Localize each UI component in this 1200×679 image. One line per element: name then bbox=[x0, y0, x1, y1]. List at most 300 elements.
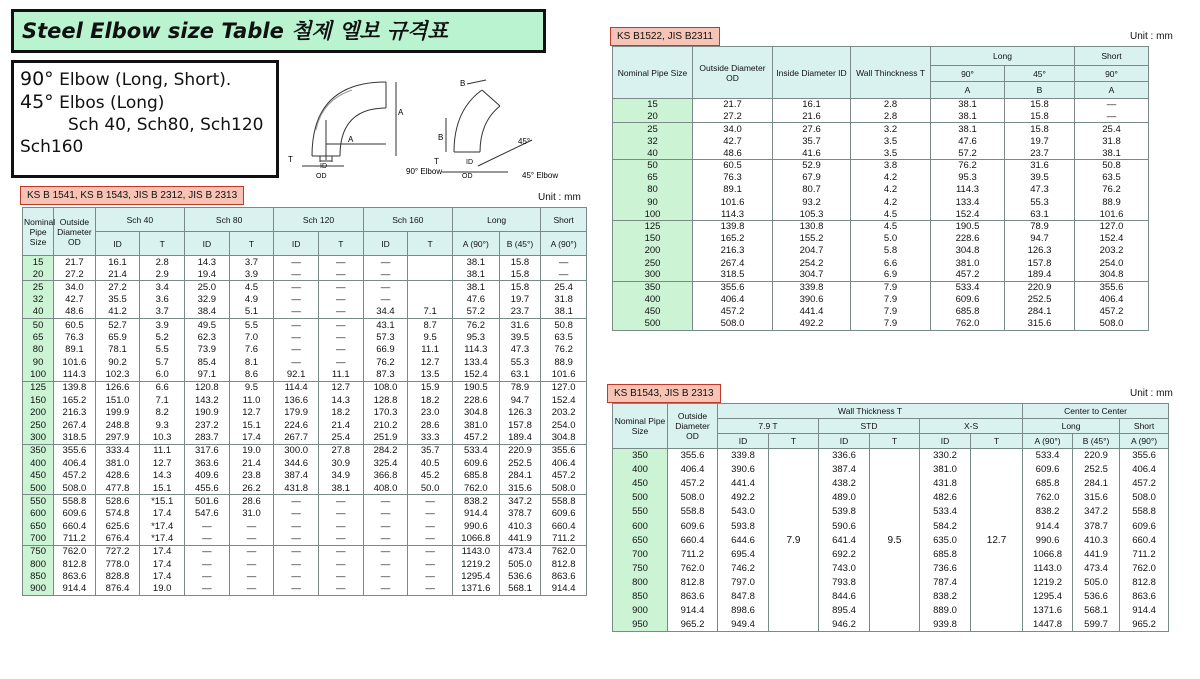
nps-cell: 15 bbox=[613, 99, 693, 111]
table-cell: 60.5 bbox=[693, 159, 773, 171]
nps-cell: 40 bbox=[613, 147, 693, 159]
table-cell: 12.7 bbox=[140, 457, 185, 470]
t2-head-90: 90° bbox=[931, 66, 1005, 82]
table-cell: 25.4 bbox=[541, 281, 587, 294]
table-cell: 78.1 bbox=[95, 344, 140, 357]
nps-cell: 100 bbox=[23, 369, 54, 382]
t2-head-id: Inside Diameter ID bbox=[773, 47, 851, 99]
table-row bbox=[613, 147, 1149, 159]
table-cell: 508.0 bbox=[668, 491, 718, 505]
table-cell: 21.7 bbox=[54, 256, 96, 269]
table-cell: 3.5 bbox=[851, 135, 931, 147]
table-cell: 43.1 bbox=[363, 318, 408, 331]
nps-cell: 100 bbox=[613, 208, 693, 220]
table-cell: — bbox=[229, 545, 274, 558]
t2-head-wall: Wall Thinckness T bbox=[851, 47, 931, 99]
label-b-top: B bbox=[460, 79, 466, 88]
table-cell: 17.4 bbox=[140, 507, 185, 520]
table-row bbox=[23, 281, 587, 294]
table-cell: 965.2 bbox=[668, 618, 718, 632]
t1-head-t: T bbox=[408, 232, 453, 256]
table-cell: 11.1 bbox=[318, 369, 363, 382]
table-cell: 284.1 bbox=[499, 470, 541, 483]
table1 bbox=[22, 207, 587, 596]
nps-cell: 450 bbox=[23, 470, 54, 483]
table-cell: 88.9 bbox=[541, 356, 587, 369]
table-cell: — bbox=[541, 268, 587, 281]
t1-head-short: Short bbox=[541, 208, 587, 232]
table-cell: 457.2 bbox=[54, 470, 96, 483]
table-cell: 15.8 bbox=[1005, 99, 1075, 111]
table-cell: 7.9 bbox=[851, 306, 931, 318]
table-cell: 477.8 bbox=[95, 482, 140, 495]
table-cell: — bbox=[363, 570, 408, 583]
table-cell: — bbox=[185, 558, 230, 571]
table-cell: 252.5 bbox=[1073, 463, 1120, 477]
table-cell: 660.4 bbox=[1120, 533, 1169, 547]
table-cell: 27.2 bbox=[54, 268, 96, 281]
table-cell: 31.8 bbox=[541, 293, 587, 306]
table-cell: 457.2 bbox=[541, 470, 587, 483]
table-cell: 114.4 bbox=[274, 381, 319, 394]
table-cell: 252.5 bbox=[499, 457, 541, 470]
table-cell: 547.6 bbox=[185, 507, 230, 520]
table-cell: 57.3 bbox=[363, 331, 408, 344]
table-cell: 48.6 bbox=[54, 306, 96, 319]
table-cell: 441.4 bbox=[773, 306, 851, 318]
table-cell: 85.4 bbox=[185, 356, 230, 369]
t1-head-long: Long bbox=[452, 208, 540, 232]
table-cell: 157.8 bbox=[499, 419, 541, 432]
table-cell: 4.5 bbox=[229, 281, 274, 294]
table-cell: 489.0 bbox=[819, 491, 870, 505]
table-cell: 248.8 bbox=[95, 419, 140, 432]
table-cell: 19.7 bbox=[1005, 135, 1075, 147]
table-row bbox=[613, 196, 1149, 208]
table-cell: 410.3 bbox=[499, 520, 541, 533]
table-row bbox=[613, 159, 1149, 171]
table-cell: 15.8 bbox=[499, 281, 541, 294]
table-cell: — bbox=[408, 570, 453, 583]
table-cell: — bbox=[363, 495, 408, 508]
table-cell: 711.2 bbox=[1120, 547, 1169, 561]
table-cell: 267.4 bbox=[693, 257, 773, 269]
caption-elbow-90: 90° Elbow bbox=[406, 167, 443, 176]
t2-head-a: A bbox=[1075, 82, 1149, 99]
table-cell: 1295.4 bbox=[1023, 589, 1073, 603]
table-cell: 847.8 bbox=[718, 589, 769, 603]
table-cell: 508.0 bbox=[541, 482, 587, 495]
table-row bbox=[613, 99, 1149, 111]
table-cell: 89.1 bbox=[54, 344, 96, 357]
table-cell: 76.3 bbox=[54, 331, 96, 344]
table-cell: 609.6 bbox=[1023, 463, 1073, 477]
table-cell: — bbox=[274, 545, 319, 558]
table-cell: 190.5 bbox=[931, 220, 1005, 232]
table-cell: — bbox=[363, 293, 408, 306]
nps-cell: 800 bbox=[23, 558, 54, 571]
table-cell: 267.7 bbox=[274, 432, 319, 445]
table-cell: 812.8 bbox=[1120, 575, 1169, 589]
table-cell: 914.4 bbox=[541, 583, 587, 596]
t2-head-b: B bbox=[1005, 82, 1075, 99]
table-cell: 797.0 bbox=[718, 575, 769, 589]
t3-head-id: ID bbox=[920, 434, 971, 449]
nps-cell: 50 bbox=[23, 318, 54, 331]
table-cell: 501.6 bbox=[185, 495, 230, 508]
table-cell: 965.2 bbox=[1120, 618, 1169, 632]
nps-cell: 90 bbox=[23, 356, 54, 369]
table-cell: 406.4 bbox=[54, 457, 96, 470]
table-cell: 102.3 bbox=[95, 369, 140, 382]
description-line-2 bbox=[20, 91, 270, 114]
table-row bbox=[23, 495, 587, 508]
label-b-side: B bbox=[438, 133, 444, 142]
table-cell: 9.3 bbox=[140, 419, 185, 432]
label-id: ID bbox=[320, 163, 327, 170]
table-cell: 47.6 bbox=[452, 293, 499, 306]
table-cell: 12.7 bbox=[408, 356, 453, 369]
table-cell: 189.4 bbox=[1005, 269, 1075, 281]
table-cell: 558.8 bbox=[541, 495, 587, 508]
t3-head-od: Outside Diameter OD bbox=[668, 404, 718, 449]
table-cell: 60.5 bbox=[54, 318, 96, 331]
table-cell: 39.5 bbox=[1005, 172, 1075, 184]
table-cell: 93.2 bbox=[773, 196, 851, 208]
table-cell: 558.8 bbox=[668, 505, 718, 519]
table-row bbox=[23, 381, 587, 394]
table-cell: — bbox=[274, 306, 319, 319]
table-cell: 63.5 bbox=[541, 331, 587, 344]
table-cell: — bbox=[408, 558, 453, 571]
nps-cell: 20 bbox=[23, 268, 54, 281]
table-cell: — bbox=[408, 507, 453, 520]
table-cell: 284.2 bbox=[363, 444, 408, 457]
table-cell: 34.9 bbox=[318, 470, 363, 483]
table-cell: 5.8 bbox=[851, 245, 931, 257]
table-cell: 31.6 bbox=[1005, 159, 1075, 171]
table-cell: 38.1 bbox=[452, 281, 499, 294]
table-cell: 593.8 bbox=[718, 519, 769, 533]
nps-cell: 750 bbox=[613, 561, 668, 575]
table-cell: — bbox=[274, 331, 319, 344]
table-cell: 1295.4 bbox=[452, 570, 499, 583]
table-cell: 87.3 bbox=[363, 369, 408, 382]
table-cell: — bbox=[363, 558, 408, 571]
table-cell: 101.6 bbox=[1075, 208, 1149, 220]
table-cell: 946.2 bbox=[819, 618, 870, 632]
table-cell: 170.3 bbox=[363, 407, 408, 420]
table2-body bbox=[613, 99, 1149, 331]
table-cell: 11.1 bbox=[408, 344, 453, 357]
table-row bbox=[23, 293, 587, 306]
table-cell: 63.5 bbox=[1075, 172, 1149, 184]
table-cell: 52.9 bbox=[773, 159, 851, 171]
table-cell: 3.9 bbox=[229, 268, 274, 281]
table-cell: 50.8 bbox=[541, 318, 587, 331]
table-cell: 812.8 bbox=[668, 575, 718, 589]
table-cell: 914.4 bbox=[54, 583, 96, 596]
table-cell: 48.6 bbox=[693, 147, 773, 159]
table-cell: 685.8 bbox=[931, 306, 1005, 318]
table-cell: 5.5 bbox=[229, 318, 274, 331]
table-cell: 543.0 bbox=[718, 505, 769, 519]
table-cell: 533.4 bbox=[920, 505, 971, 519]
nps-cell: 250 bbox=[613, 257, 693, 269]
table-cell: 130.8 bbox=[773, 220, 851, 232]
table-cell: 844.6 bbox=[819, 589, 870, 603]
table-cell: 19.4 bbox=[185, 268, 230, 281]
table-cell: — bbox=[274, 520, 319, 533]
table-cell: — bbox=[274, 507, 319, 520]
table-cell: 838.2 bbox=[920, 589, 971, 603]
table-cell: 457.2 bbox=[452, 432, 499, 445]
table-cell: 108.0 bbox=[363, 381, 408, 394]
table-cell: 8.2 bbox=[140, 407, 185, 420]
table-cell: 254.2 bbox=[773, 257, 851, 269]
t3-head-a90: A (90°) bbox=[1120, 434, 1169, 449]
table-cell: 14.3 bbox=[318, 394, 363, 407]
table-cell: 711.2 bbox=[668, 547, 718, 561]
nps-cell: 20 bbox=[613, 111, 693, 123]
table-cell bbox=[408, 256, 453, 269]
table-cell: 19.7 bbox=[499, 293, 541, 306]
table-cell: 838.2 bbox=[452, 495, 499, 508]
table-cell: 19.0 bbox=[140, 583, 185, 596]
table-cell: 609.6 bbox=[1120, 519, 1169, 533]
table-cell: 89.1 bbox=[693, 184, 773, 196]
nps-cell: 800 bbox=[613, 575, 668, 589]
nps-cell: 25 bbox=[613, 123, 693, 135]
table-cell: 76.2 bbox=[1075, 184, 1149, 196]
table-cell: 505.0 bbox=[1073, 575, 1120, 589]
t1-head-od: Outside Diameter OD bbox=[54, 208, 96, 256]
table-cell: 568.1 bbox=[499, 583, 541, 596]
table-cell: 152.4 bbox=[931, 208, 1005, 220]
table-cell: *15.1 bbox=[140, 495, 185, 508]
merged-t-cell: 12.7 bbox=[971, 449, 1023, 632]
table-cell: 126.6 bbox=[95, 381, 140, 394]
table-cell: 5.0 bbox=[851, 233, 931, 245]
nps-cell: 350 bbox=[23, 444, 54, 457]
table-cell: 32.9 bbox=[185, 293, 230, 306]
table-cell: 408.0 bbox=[363, 482, 408, 495]
table2 bbox=[612, 46, 1149, 331]
table-cell: 152.4 bbox=[452, 369, 499, 382]
table-row bbox=[613, 318, 1149, 330]
table-cell: 52.7 bbox=[95, 318, 140, 331]
table-cell: 441.4 bbox=[718, 477, 769, 491]
table-cell: 7.9 bbox=[851, 281, 931, 293]
table-cell: 204.7 bbox=[773, 245, 851, 257]
table-cell: 762.0 bbox=[1120, 561, 1169, 575]
table-cell: 355.6 bbox=[1120, 449, 1169, 463]
nps-cell: 550 bbox=[613, 505, 668, 519]
table-cell: 95.3 bbox=[452, 331, 499, 344]
table-cell: 318.5 bbox=[54, 432, 96, 445]
table-cell: 21.6 bbox=[773, 111, 851, 123]
table-cell: 30.9 bbox=[318, 457, 363, 470]
table-row bbox=[23, 470, 587, 483]
table-cell: 128.8 bbox=[363, 394, 408, 407]
table-cell: 16.1 bbox=[773, 99, 851, 111]
t3-head-std: STD bbox=[819, 419, 920, 434]
table-cell: 126.3 bbox=[1005, 245, 1075, 257]
table-cell: 21.4 bbox=[318, 419, 363, 432]
table-cell: 114.3 bbox=[452, 344, 499, 357]
nps-cell: 650 bbox=[23, 520, 54, 533]
table-cell: — bbox=[318, 545, 363, 558]
table-cell: 5.7 bbox=[140, 356, 185, 369]
table-cell: 304.8 bbox=[931, 245, 1005, 257]
table-cell: 508.0 bbox=[1120, 491, 1169, 505]
table-cell: 317.6 bbox=[185, 444, 230, 457]
table-cell: 41.2 bbox=[95, 306, 140, 319]
table-row bbox=[613, 111, 1149, 123]
table-cell: 5.5 bbox=[140, 344, 185, 357]
table-cell: 284.1 bbox=[1073, 477, 1120, 491]
table-cell: — bbox=[318, 344, 363, 357]
table-cell: 366.8 bbox=[363, 470, 408, 483]
table-cell: 1371.6 bbox=[1023, 604, 1073, 618]
t1-head-t: T bbox=[229, 232, 274, 256]
table-row bbox=[613, 245, 1149, 257]
table-cell: 482.6 bbox=[920, 491, 971, 505]
table-row bbox=[613, 449, 1169, 463]
table-cell: — bbox=[185, 545, 230, 558]
table-cell: *17.4 bbox=[140, 533, 185, 546]
table-cell: 304.7 bbox=[773, 269, 851, 281]
table-cell: 3.8 bbox=[851, 159, 931, 171]
table-cell: 863.6 bbox=[1120, 589, 1169, 603]
table-cell: 62.3 bbox=[185, 331, 230, 344]
table-cell: 94.7 bbox=[1005, 233, 1075, 245]
table-cell: 990.6 bbox=[452, 520, 499, 533]
nps-cell: 40 bbox=[23, 306, 54, 319]
table3-standard: KS B1543, JIS B 2313 bbox=[607, 384, 721, 403]
table-cell: — bbox=[185, 520, 230, 533]
table-cell: 558.8 bbox=[54, 495, 96, 508]
table-cell: 539.8 bbox=[819, 505, 870, 519]
table-cell: 685.8 bbox=[920, 547, 971, 561]
table-cell: 14.3 bbox=[185, 256, 230, 269]
table-cell: 31.6 bbox=[499, 318, 541, 331]
table-cell: 21.4 bbox=[95, 268, 140, 281]
table-cell: 3.2 bbox=[851, 123, 931, 135]
table-cell: 406.4 bbox=[668, 463, 718, 477]
table-cell: 38.1 bbox=[1075, 147, 1149, 159]
table-cell: 3.9 bbox=[140, 318, 185, 331]
table-cell: 685.8 bbox=[1023, 477, 1073, 491]
nps-cell: 850 bbox=[613, 589, 668, 603]
table-cell: 190.5 bbox=[452, 381, 499, 394]
table-cell: 315.6 bbox=[1005, 318, 1075, 330]
table-cell: 45.2 bbox=[408, 470, 453, 483]
table-cell: 428.6 bbox=[95, 470, 140, 483]
table-cell: — bbox=[363, 545, 408, 558]
t3-head-t: T bbox=[971, 434, 1023, 449]
table-cell: — bbox=[318, 268, 363, 281]
table-cell: — bbox=[274, 268, 319, 281]
table-cell: 28.6 bbox=[229, 495, 274, 508]
nps-cell: 850 bbox=[23, 570, 54, 583]
nps-cell: 900 bbox=[23, 583, 54, 596]
table-cell: 609.6 bbox=[452, 457, 499, 470]
table-cell: 34.4 bbox=[363, 306, 408, 319]
table-cell: 390.6 bbox=[718, 463, 769, 477]
nps-cell: 90 bbox=[613, 196, 693, 208]
table-cell: 220.9 bbox=[1073, 449, 1120, 463]
table-row bbox=[613, 220, 1149, 232]
t1-head-sch80: Sch 80 bbox=[185, 208, 274, 232]
table-cell: 78.9 bbox=[1005, 220, 1075, 232]
table3-unit: Unit : mm bbox=[1130, 388, 1173, 399]
table-cell: 14.3 bbox=[140, 470, 185, 483]
table-cell: 406.4 bbox=[1075, 294, 1149, 306]
table-cell: — bbox=[318, 507, 363, 520]
nps-cell: 80 bbox=[613, 184, 693, 196]
table-cell: 457.2 bbox=[1075, 306, 1149, 318]
table-cell: 635.0 bbox=[920, 533, 971, 547]
table-cell: — bbox=[185, 533, 230, 546]
table-cell: 609.6 bbox=[541, 507, 587, 520]
table-row bbox=[23, 558, 587, 571]
table-cell: 47.6 bbox=[931, 135, 1005, 147]
table-cell: 378.7 bbox=[499, 507, 541, 520]
table-cell: — bbox=[229, 558, 274, 571]
degree-45: 45° bbox=[20, 91, 54, 113]
table-cell: — bbox=[229, 520, 274, 533]
table-cell: 828.8 bbox=[95, 570, 140, 583]
t1-head-id: ID bbox=[363, 232, 408, 256]
t2-head-90: 90° bbox=[1075, 66, 1149, 82]
table-cell: — bbox=[363, 507, 408, 520]
merged-t-cell: 7.9 bbox=[769, 449, 819, 632]
table-cell: — bbox=[274, 356, 319, 369]
table-cell: — bbox=[274, 558, 319, 571]
t2-head-nps: Nominal Pipe Size bbox=[613, 47, 693, 99]
table-cell: 863.6 bbox=[668, 589, 718, 603]
table-cell: 355.6 bbox=[668, 449, 718, 463]
table-cell: 21.4 bbox=[229, 457, 274, 470]
table-cell: 35.7 bbox=[773, 135, 851, 147]
t2-head-short: Short bbox=[1075, 47, 1149, 66]
table-cell: 50.0 bbox=[408, 482, 453, 495]
table-cell: 315.6 bbox=[1073, 491, 1120, 505]
table-cell: 431.8 bbox=[274, 482, 319, 495]
table-cell: 88.9 bbox=[1075, 196, 1149, 208]
table-cell: 10.3 bbox=[140, 432, 185, 445]
t3-head-short: Short bbox=[1120, 419, 1169, 434]
table-cell: 5.1 bbox=[229, 306, 274, 319]
table-row bbox=[23, 545, 587, 558]
t1-head-t: T bbox=[140, 232, 185, 256]
table-cell: 315.6 bbox=[499, 482, 541, 495]
table-cell: 949.4 bbox=[718, 618, 769, 632]
table-cell: 42.7 bbox=[693, 135, 773, 147]
table-row bbox=[613, 257, 1149, 269]
table3 bbox=[612, 403, 1169, 632]
table-cell: 63.1 bbox=[499, 369, 541, 382]
table-row bbox=[23, 407, 587, 420]
table-cell: 4.2 bbox=[851, 172, 931, 184]
table-cell: 220.9 bbox=[1005, 281, 1075, 293]
table-cell: 3.6 bbox=[140, 293, 185, 306]
table-cell: 76.3 bbox=[693, 172, 773, 184]
table-cell: 6.9 bbox=[851, 269, 931, 281]
table-cell: 11.1 bbox=[140, 444, 185, 457]
table-cell: 165.2 bbox=[54, 394, 96, 407]
